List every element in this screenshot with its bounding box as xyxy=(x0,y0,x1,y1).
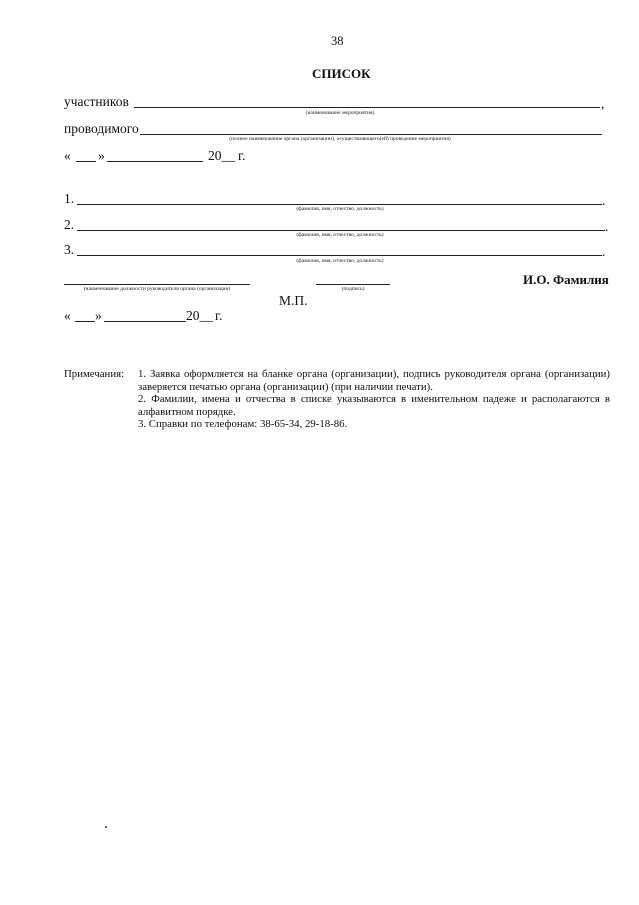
close-quote: » xyxy=(98,148,105,163)
entry-field-line[interactable] xyxy=(77,230,605,231)
entry-field-line[interactable] xyxy=(77,204,602,205)
participants-field-line[interactable] xyxy=(134,107,600,108)
signature-field-line[interactable] xyxy=(316,284,390,285)
entry-caption: (фамилия, имя, отчество, должность) xyxy=(296,258,384,264)
day-field-line[interactable] xyxy=(76,161,96,162)
conducted-field-line[interactable] xyxy=(140,134,602,135)
position-field-line[interactable] xyxy=(64,284,250,285)
entry-trail: . xyxy=(602,193,606,208)
entry-caption: (фамилия, имя, отчество, должность) xyxy=(296,232,384,238)
year-suffix: г. xyxy=(238,148,246,163)
note-item: 2. Фамилии, имена и отчества в списке указываются в именительном падеже и располагаются в алфавитном порядке. xyxy=(138,393,610,418)
day-field-line[interactable] xyxy=(75,321,95,322)
stamp-placeholder: М.П. xyxy=(279,293,308,308)
entry-number: 3. xyxy=(64,242,75,257)
month-field-line[interactable] xyxy=(104,321,186,322)
conducted-caption: (полное наименование органа (организации), осуществляющего(ей) проведение мероприятия) xyxy=(229,136,451,142)
note-item: 3. Справки по телефонам: 38-65-34, 29-18-86. xyxy=(138,418,348,431)
month-field-line[interactable] xyxy=(107,161,203,162)
scan-dot xyxy=(105,826,107,828)
entry-trail: . xyxy=(605,219,609,234)
notes-list xyxy=(138,368,610,431)
entry-trail: . xyxy=(602,244,606,259)
entry-number: 2. xyxy=(64,217,75,232)
year-field[interactable]: 20__ xyxy=(186,308,213,323)
page-number: 38 xyxy=(331,34,344,48)
open-quote: « xyxy=(64,308,71,323)
entry-field-line[interactable] xyxy=(77,255,602,256)
position-caption: (наименование должности руководителя органа (организации) xyxy=(83,286,231,292)
year-field[interactable]: 20__ xyxy=(208,148,235,163)
participants-label: участников xyxy=(64,94,129,109)
participants-caption: (наименование мероприятия) xyxy=(305,110,375,116)
signer-name: И.О. Фамилия xyxy=(523,272,609,287)
entry-number: 1. xyxy=(64,191,75,206)
conducted-label: проводимого xyxy=(64,121,139,136)
document-title: СПИСОК xyxy=(312,66,371,81)
entry-caption: (фамилия, имя, отчество, должность) xyxy=(296,206,384,212)
year-suffix: г. xyxy=(215,308,223,323)
notes-label: Примечания: xyxy=(64,368,125,380)
open-quote: « xyxy=(64,148,71,163)
close-quote: » xyxy=(95,308,102,323)
participants-comma: , xyxy=(601,96,605,111)
signature-caption: (подпись) xyxy=(341,286,365,292)
note-item: 1. Заявка оформляется на бланке органа (организации), подпись руководителя органа (организации) заверяется печатью органа (организации) (при наличии печати). xyxy=(138,368,610,393)
